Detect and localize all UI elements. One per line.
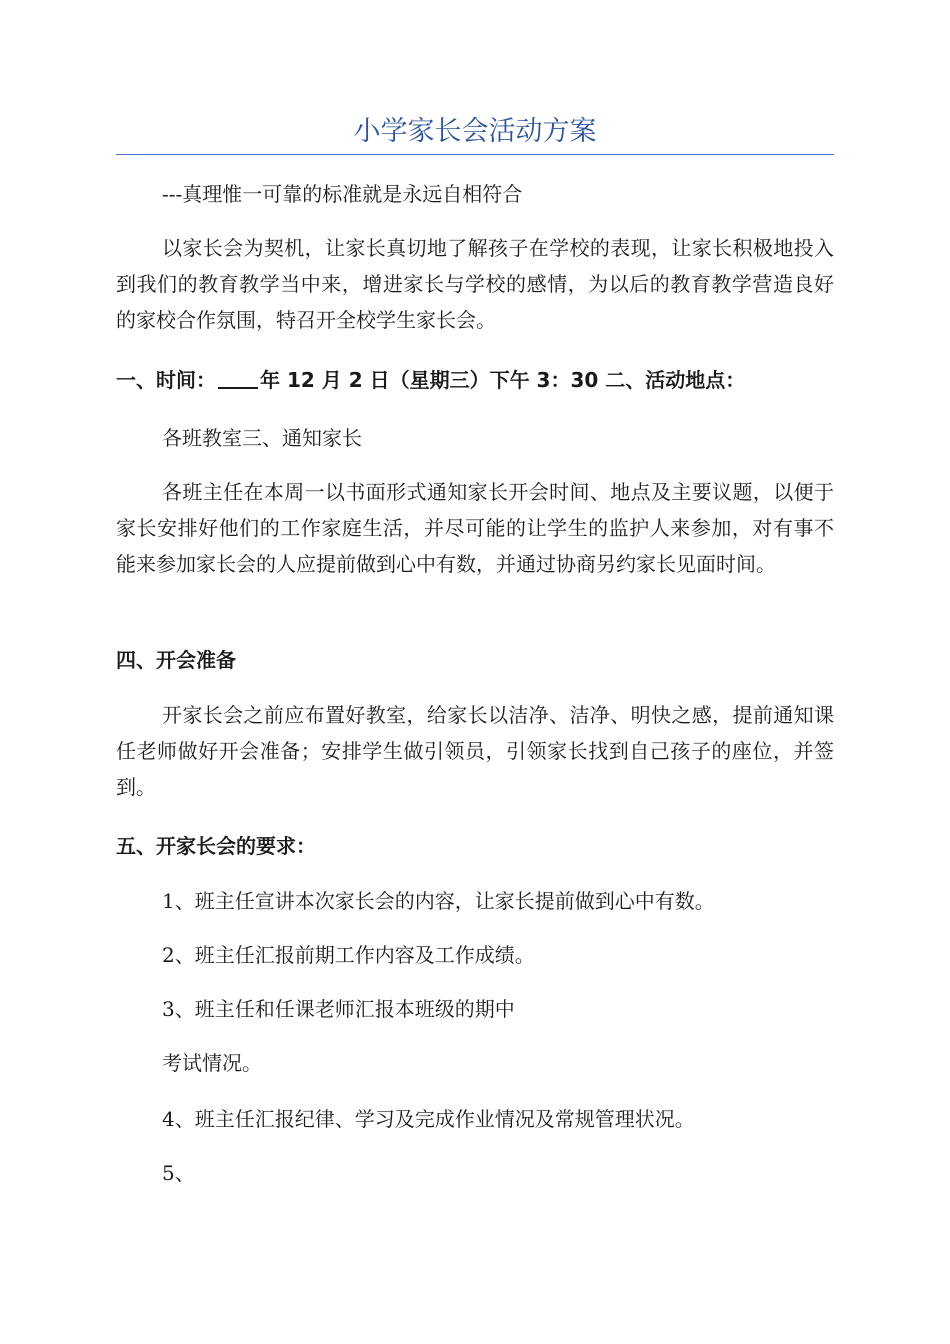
list-item-4: 4、班主任汇报纪律、学习及完成作业情况及常规管理状况。	[162, 1107, 695, 1131]
list-item-5: 5、	[162, 1161, 195, 1185]
notice-paragraph: 各班主任在本周一以书面形式通知家长开会时间、地点及主要议题，以便于家长安排好他们的工作家庭生活，并尽可能的让学生的监护人来参加，对有事不能来参加家长会的人应提前做到心中有数，并通过协商另约家长见面时间。	[116, 480, 834, 576]
list-item-3: 3、班主任和任课老师汇报本班级的期中	[162, 997, 515, 1021]
section-1-time: 年 12 月 2 日（星期三）下午 3：30 二、活动地点：	[260, 368, 746, 392]
list-item-1: 1、班主任宣讲本次家长会的内容，让家长提前做到心中有数。	[162, 889, 715, 913]
list-item-2: 2、班主任汇报前期工作内容及工作成绩。	[162, 943, 535, 967]
document-title: 小学家长会活动方案	[353, 116, 597, 147]
location-line: 各班教室三、通知家长	[162, 426, 362, 450]
subtitle-quote: ---真理惟一可靠的标准就是永远自相符合	[162, 182, 523, 206]
prep-paragraph: 开家长会之前应布置好教室，给家长以洁净、洁净、明快之感，提前通知课任老师做好开会准备；安排学生做引领员，引领家长找到自己孩子的座位，并签到。	[116, 703, 834, 799]
section-1-label: 一、时间：	[116, 368, 216, 392]
section-4-heading: 四、开会准备	[116, 648, 236, 672]
year-blank	[218, 365, 258, 389]
section-5-heading: 五、开家长会的要求：	[116, 834, 316, 858]
section-1-heading	[116, 362, 834, 398]
title-divider	[116, 154, 834, 155]
intro-paragraph: 以家长会为契机，让家长真切地了解孩子在学校的表现，让家长积极地投入到我们的教育教学当中来，增进家长与学校的感情，为以后的教育教学营造良好的家校合作氛围，特召开全校学生家长会。	[116, 236, 834, 332]
list-item-3-continued: 考试情况。	[162, 1051, 262, 1075]
